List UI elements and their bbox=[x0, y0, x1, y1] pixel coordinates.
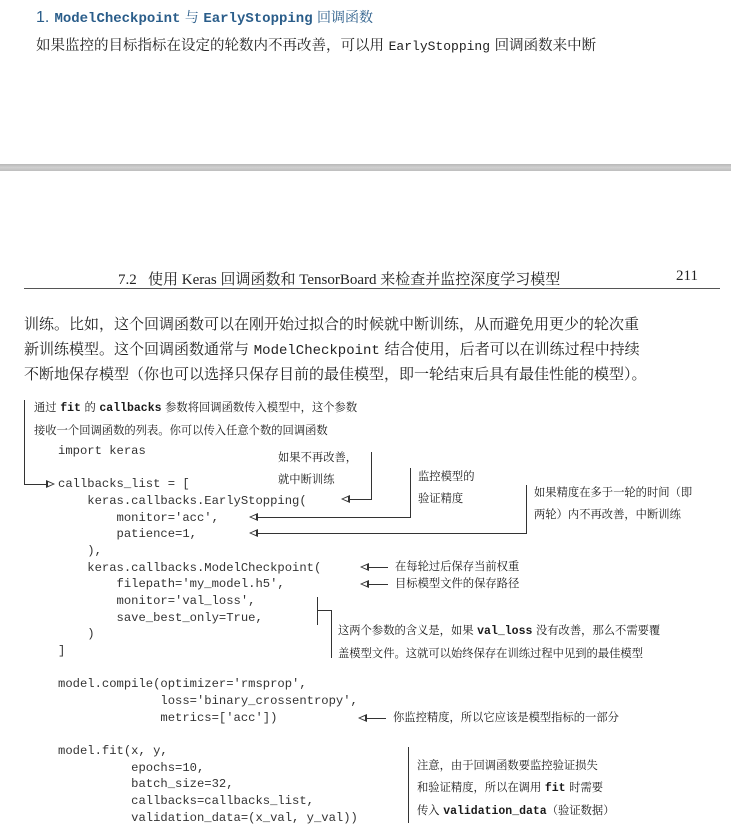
code-line: import keras bbox=[58, 444, 146, 458]
annotation-filepath: 目标模型文件的保存路径 bbox=[395, 577, 520, 590]
code-line: ), bbox=[58, 544, 102, 558]
connector-line bbox=[350, 499, 372, 500]
connector-line bbox=[366, 718, 386, 719]
paragraph-text: 回调函数来中断 bbox=[490, 38, 597, 54]
connector-line bbox=[410, 468, 411, 518]
annotation-save-best bbox=[338, 620, 660, 665]
section-suffix: 回调函数 bbox=[312, 10, 374, 26]
code-line: filepath='my_model.h5', bbox=[58, 577, 285, 591]
bracket-line bbox=[408, 747, 409, 823]
connector-line bbox=[24, 484, 46, 485]
annotation-text: 注意，由于回调函数要监控验证损失 bbox=[417, 759, 598, 772]
code-line: validation_data=(x_val, y_val)) bbox=[58, 811, 358, 825]
running-head-title: 7.2 使用 Keras 回调函数和 TensorBoard 来检查并监控深度学习模型 bbox=[118, 272, 561, 288]
connector-line bbox=[24, 400, 25, 485]
code-line: metrics=['acc']) bbox=[58, 711, 278, 725]
paragraph-line bbox=[24, 338, 640, 359]
annotation-text: 接收一个回调函数的列表。你可以传入任意个数的回调函数 bbox=[34, 424, 328, 437]
paragraph-text: 结合使用，后者可以在训练过程中持续 bbox=[379, 340, 640, 358]
bracket-line bbox=[317, 597, 318, 625]
connector-line bbox=[368, 567, 388, 568]
annotation-validation bbox=[417, 755, 615, 823]
annotation-early-stop bbox=[278, 447, 357, 491]
code-line: epochs=10, bbox=[58, 761, 205, 775]
arrow-right-icon bbox=[46, 480, 55, 488]
annotation-text: （验证数据） bbox=[546, 804, 615, 817]
code-line: keras.callbacks.EarlyStopping( bbox=[58, 494, 307, 508]
page-number: 211 bbox=[676, 268, 698, 284]
annotation-text: 和验证精度，所以在调用 bbox=[417, 781, 545, 794]
paragraph-text: 新训练模型。这个回调函数通常与 bbox=[24, 340, 254, 358]
code-line: model.compile(optimizer='rmsprop', bbox=[58, 677, 307, 691]
section-joiner: 与 bbox=[180, 10, 204, 26]
connector-line bbox=[368, 584, 388, 585]
code-line: callbacks=callbacks_list, bbox=[58, 794, 314, 808]
annotation-metrics: 你监控精度，所以它应该是模型指标的一部分 bbox=[393, 711, 619, 724]
code-line: patience=1, bbox=[58, 527, 197, 541]
annotation-text: 就中断训练 bbox=[278, 473, 335, 486]
annotation-text: 传入 bbox=[417, 804, 444, 817]
code-line: loss='binary_crossentropy', bbox=[58, 694, 358, 708]
code-line: callbacks_list = [ bbox=[58, 477, 190, 491]
annotation-text: 盖模型文件。这就可以始终保存在训练过程中见到的最佳模型 bbox=[338, 647, 644, 660]
arrow-left-icon bbox=[249, 529, 258, 537]
annotation-text: 两轮）内不再改善，中断训练 bbox=[534, 508, 681, 521]
inline-code: val_loss bbox=[477, 625, 533, 638]
section-code-earlystopping: EarlyStopping bbox=[203, 11, 313, 27]
annotation-text: 验证精度 bbox=[418, 492, 464, 505]
annotation-text: 这两个参数的含义是，如果 bbox=[338, 624, 478, 637]
annotation-text: 时需要 bbox=[565, 781, 604, 794]
annotation-text: 如果不再改善， bbox=[278, 451, 358, 464]
arrow-left-icon bbox=[341, 495, 350, 503]
annotation-checkpoint: 在每轮过后保存当前权重 bbox=[395, 560, 520, 573]
page-separator bbox=[0, 164, 731, 171]
bracket-line bbox=[331, 610, 332, 658]
inline-code: callbacks bbox=[99, 402, 162, 415]
section-code-modelcheckpoint: ModelCheckpoint bbox=[54, 11, 181, 27]
annotation-text: 监控模型的 bbox=[418, 470, 475, 483]
connector-line bbox=[258, 517, 411, 518]
inline-code: validation_data bbox=[443, 805, 547, 818]
code-line: ] bbox=[58, 644, 66, 658]
code-line: model.fit(x, y, bbox=[58, 744, 168, 758]
paragraph-line: 训练。比如，这个回调函数可以在刚开始过拟合的时候就中断训练，从而避免用更少的轮次重 bbox=[24, 315, 640, 333]
code-line: monitor='val_loss', bbox=[58, 594, 256, 608]
annotation-text: 的 bbox=[80, 401, 100, 414]
connector-line bbox=[526, 485, 527, 534]
arrow-left-icon bbox=[249, 513, 258, 521]
bracket-line bbox=[317, 610, 332, 611]
annotation-text: 没有改善，那么不需要覆 bbox=[532, 624, 661, 637]
code-line: keras.callbacks.ModelCheckpoint( bbox=[58, 561, 322, 575]
annotation-text: 参数将回调函数传入模型中，这个参数 bbox=[161, 401, 358, 414]
annotation-text: 如果精度在多于一轮的时间（即 bbox=[534, 486, 693, 499]
running-head bbox=[118, 268, 698, 289]
inline-code: fit bbox=[544, 782, 566, 795]
connector-line bbox=[258, 533, 527, 534]
connector-line bbox=[371, 452, 372, 500]
annotation-callbacks-param bbox=[34, 397, 357, 442]
previous-page-paragraph bbox=[36, 34, 596, 55]
section-heading bbox=[36, 7, 373, 27]
paragraph-text: 如果监控的目标指标在设定的轮数内不再改善，可以用 bbox=[36, 38, 389, 54]
code-line: save_best_only=True, bbox=[58, 611, 263, 625]
annotation-patience bbox=[534, 482, 692, 526]
inline-code: EarlyStopping bbox=[388, 39, 491, 54]
inline-code: ModelCheckpoint bbox=[253, 343, 380, 359]
header-rule bbox=[24, 288, 720, 289]
paragraph-line: 不断地保存模型（你也可以选择只保存目前的最佳模型，即一轮结束后具有最佳性能的模型）。 bbox=[24, 365, 647, 383]
annotation-monitor-acc bbox=[418, 466, 475, 510]
inline-code: fit bbox=[60, 402, 81, 415]
code-line: batch_size=32, bbox=[58, 777, 234, 791]
section-number: 1. bbox=[36, 9, 50, 26]
code-line: monitor='acc', bbox=[58, 511, 219, 525]
annotation-text: 通过 bbox=[34, 401, 61, 414]
code-line: ) bbox=[58, 627, 95, 641]
